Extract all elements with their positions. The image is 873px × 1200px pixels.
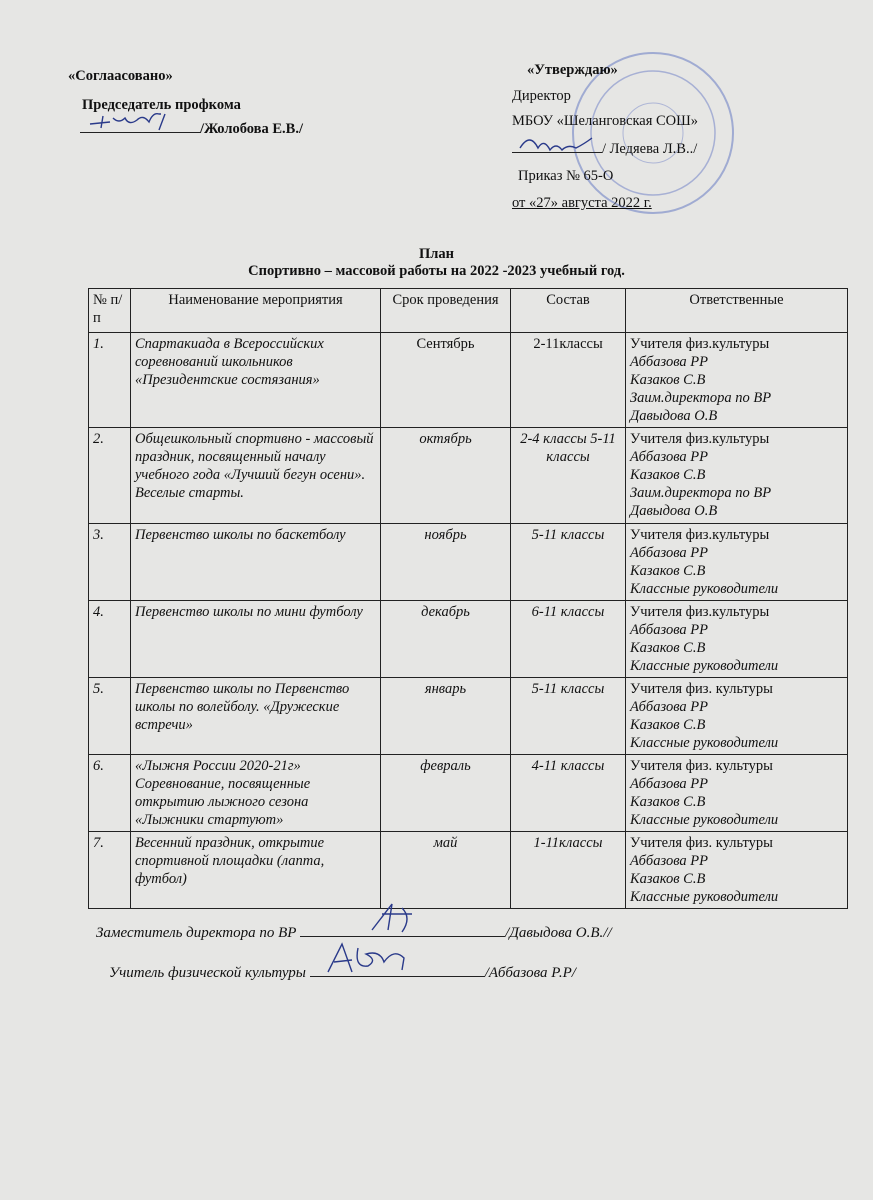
responsible-person: Классные руководители [630,581,779,597]
responsible-person: Заим.директора по ВР [630,485,772,501]
cell-num: 6. [89,755,131,832]
doc-title: План [418,246,455,262]
responsible-person: Классные руководители [630,812,779,828]
responsible-person: Казаков С.В [630,372,706,388]
cell-responsible [626,428,848,524]
cell-term: октябрь [381,428,511,524]
director-name: / Ледяева Л.В../ [602,141,698,157]
events-table [88,288,848,909]
cell-term: Сентябрь [381,333,511,428]
cell-num: 1. [89,333,131,428]
cell-group: 5-11 классы [511,524,626,601]
responsible-person: Аббазова РР [630,699,708,715]
cell-group: 1-11классы [511,832,626,909]
cell-name: Первенство школы по мини футболу [131,601,381,678]
table-row [89,333,848,428]
cell-responsible [626,333,848,428]
cell-term: май [381,832,511,909]
cell-num: 7. [89,832,131,909]
cell-term: январь [381,678,511,755]
cell-term: февраль [381,755,511,832]
signature-teacher [109,962,576,982]
cell-term: ноябрь [381,524,511,601]
cell-num: 2. [89,428,131,524]
responsible-person: Учителя физ.культуры [630,336,770,352]
doc-subtitle: Спортивно – массовой работы на 2022 -2023 учебный год. [248,263,625,279]
profcom-signature-icon [85,112,195,132]
order-date: от «27» августа 2022 г. [512,195,652,211]
teacher-signature-icon [322,940,432,980]
profcom-name: /Жолобова Е.В./ [200,121,303,137]
col-header-num: № п/п [89,289,131,333]
cell-group: 6-11 классы [511,601,626,678]
cell-name: Общешкольный спортивно - массовый праздник, посвященный началу учебного года «Лучший бегун осени». Веселые старты. [131,428,381,524]
cell-group: 2-11классы [511,333,626,428]
profcom-signature-line [80,118,303,137]
col-header-group: Состав [511,289,626,333]
responsible-person: Казаков С.В [630,717,706,733]
responsible-person: Казаков С.В [630,563,706,579]
deputy-role: Заместитель директора по ВР [96,925,297,941]
cell-group: 2-4 классы 5-11 классы [511,428,626,524]
table-row [89,601,848,678]
cell-responsible [626,832,848,909]
responsible-person: Учителя физ.культуры [630,604,770,620]
cell-name: Весенний праздник, открытие спортивной площадки (лапта, футбол) [131,832,381,909]
cell-num: 3. [89,524,131,601]
cell-group: 4-11 классы [511,755,626,832]
col-header-resp: Ответственные [626,289,848,333]
cell-term: декабрь [381,601,511,678]
responsible-person: Учителя физ. культуры [630,758,773,774]
responsible-person: Казаков С.В [630,794,706,810]
cell-responsible [626,524,848,601]
cell-name: Первенство школы по Первенство школы по волейболу. «Дружеские встречи» [131,678,381,755]
responsible-person: Казаков С.В [630,467,706,483]
responsible-person: Классные руководители [630,889,779,905]
agreed-label: «Соглаасовано» [68,68,173,84]
responsible-person: Классные руководители [630,735,779,751]
responsible-person: Классные руководители [630,658,779,674]
responsible-person: Казаков С.В [630,640,706,656]
responsible-person: Учителя физ. культуры [630,681,773,697]
order-number: Приказ № 65-О [518,168,614,184]
deputy-name: /Давыдова О.В.// [505,925,612,941]
responsible-person: Заим.директора по ВР [630,390,772,406]
table-row [89,524,848,601]
responsible-person: Аббазова РР [630,449,708,465]
responsible-person: Аббазова РР [630,622,708,638]
cell-group: 5-11 классы [511,678,626,755]
responsible-person: Учителя физ.культуры [630,431,770,447]
cell-name: Спартакиада в Всероссийских соревнований школьников «Президентские состязания» [131,333,381,428]
responsible-person: Учителя физ.культуры [630,527,770,543]
director-signature-line [512,138,697,157]
table-row [89,678,848,755]
director-position: Директор [512,88,571,104]
director-signature-icon [516,132,606,154]
teacher-name: /Аббазова Р.Р/ [484,965,576,981]
profcom-position: Председатель профкома [82,97,241,113]
responsible-person: Казаков С.В [630,871,706,887]
table-row [89,428,848,524]
cell-responsible [626,755,848,832]
cell-responsible [626,678,848,755]
responsible-person: Аббазова РР [630,354,708,370]
responsible-person: Аббазова РР [630,545,708,561]
table-header-row [89,289,848,333]
cell-num: 5. [89,678,131,755]
deputy-signature-icon [362,900,442,940]
cell-num: 4. [89,601,131,678]
responsible-person: Учителя физ. культуры [630,835,773,851]
table-row [89,755,848,832]
cell-name: «Лыжня России 2020-21г» Соревнование, посвященные открытию лыжного сезона «Лыжники стартуют» [131,755,381,832]
responsible-person: Аббазова РР [630,853,708,869]
cell-responsible [626,601,848,678]
signature-deputy [96,922,612,942]
table-row [89,832,848,909]
col-header-term: Срок проведения [381,289,511,333]
responsible-person: Давыдова О.В [630,503,718,519]
responsible-person: Давыдова О.В [630,408,718,424]
approve-label: «Утверждаю» [527,62,618,78]
teacher-role: Учитель физической культуры [109,965,306,981]
school-name: МБОУ «Шеланговская СОШ» [512,113,699,129]
responsible-person: Аббазова РР [630,776,708,792]
col-header-name: Наименование мероприятия [131,289,381,333]
cell-name: Первенство школы по баскетболу [131,524,381,601]
